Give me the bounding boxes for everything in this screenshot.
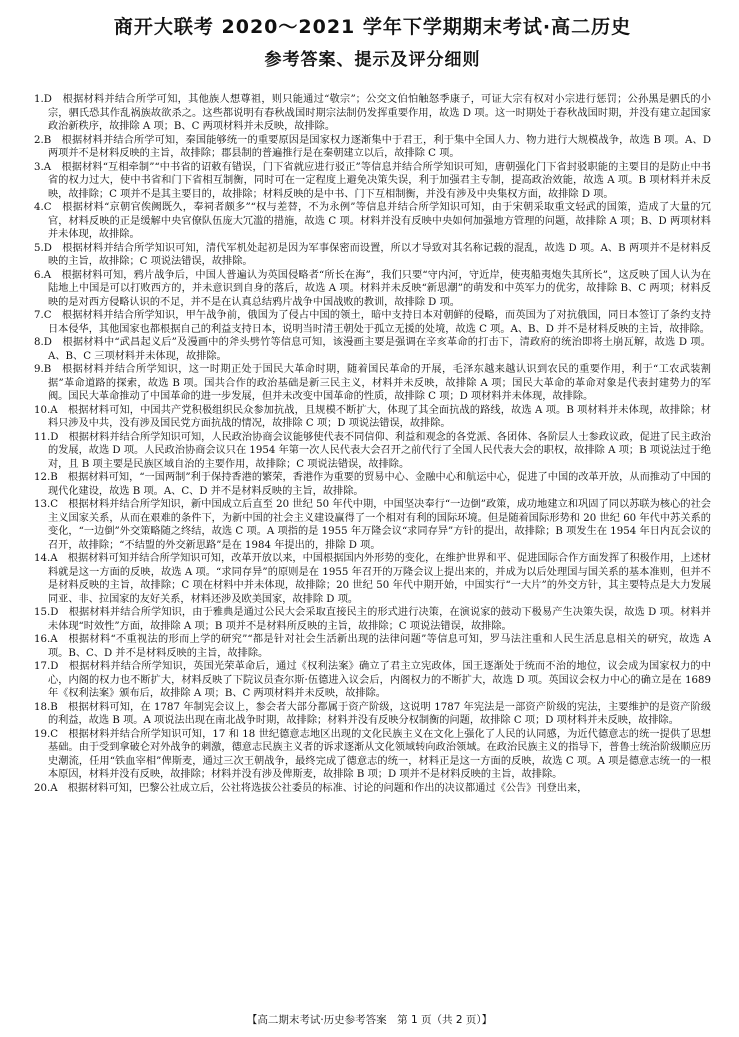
answer-item-20: 20.A 根据材料可知，巴黎公社成立后，公社将选拔公社委员的标准、讨论的问题和作出的决议都通过《公告》刊登出来， (34, 782, 588, 794)
answer-item-9: 9.B 根据材料并结合所学知识，这一时期正处于国民大革命时期，随着国民革命的开展，毛泽东越来越认识到农民的重要作用，利于“工农武装割据”革命道路的探索，故选 B 项。国共合作的政治基础是新三民主义，材料并未反映，故排除 A 项；国民大革命的革命对象是代表封建势力的军阀。国民大革命推动了中国革命的进一步发展，但并未改变中国革命的性质，故排除 C 项；D 项材料并未体现，故排除。 (34, 364, 711, 402)
page-title: 商开大联考 2020～2021 学年下学期期末考试·高二历史 (113, 16, 632, 38)
answer-item-15: 15.D 根据材料并结合所学知识，由于雅典是通过公民大会采取直接民主的形式进行决策，在演说家的鼓动下极易产生决策失误，故选 D 项。材料并未体现“时效性”方面，故排除 A 项；B 项并不是材料所反映的主旨，故排除；C 项说法错误，故排除。 (34, 607, 711, 632)
answer-item-6: 6.A 根据材料可知，鸦片战争后，中国人普遍认为英国侵略者“所长在海”，我们只要“守内河，守近岸，使夷船夷炮失其所长”，这反映了国人认为在陆地上中国是可以打败西方的，并未意识到自身的落后，故选 A 项。材料并未反映“新思潮”的萌发和中英军力的优劣，故排除 B、C 两项；材料反映的是对西方侵略认识的不足，并不是在认真总结鸦片战争中国战败的教训，故排除 D 项。 (34, 269, 711, 308)
answer-item-10: 10.A 根据材料可知，中国共产党积极组织民众参加抗战，且规模不断扩大，体现了其全面抗战的路线，故选 A 项。B 项材料并未体现，故排除；材料只涉及中共，没有涉及国民党方面抗战的情况，故排除 C 项；D 项说法错误，故排除。 (34, 404, 711, 429)
answer-item-3: 3.A 根据材料“互相牵制”“中书省的诏敕有错误，门下省就应进行驳正”等信息并结合所学知识可知，唐朝强化门下省封驳职能的主要目的是防止中书省的权力过大，使中书省和门下省相互制衡，同时可在一定程度上避免决策失误，利于加强君主专制，提高政治效能，故选 A 项。B 项材料并未反映，故排除；C 项并不是其主要目的，故排除；材料反映的是中书、门下互相制衡，并没有涉及中央集权方面，故排除 D 项。 (34, 161, 711, 200)
page-subtitle: 参考答案、提示及评分细则 (264, 50, 481, 70)
answer-item-7: 7.C 根据材料并结合所学知识，甲午战争前，俄国为了侵占中国的领土，暗中支持日本对朝鲜的侵略，而英国为了对抗俄国，同日本签订了条约支持日本侵华，其他国家也都根据自己的利益支持日本，说明当时清王朝处于孤立无援的处境，故选 C 项。A、B、D 并不是材料反映的主旨，故排除。 (34, 310, 711, 335)
answer-item-1: 1.D 根据材料并结合所学可知，其他族人想尊祖，则只能通过“敬宗”；公交文伯怕触怒季康子，可证大宗有权对小宗进行惩罚；公孙黑是驷氏的小宗，驷氏恐其作乱祸族故欲杀之。这些都说明有春秋战国时期宗法制仍发挥重要作用，故选 D 项。这一时期处于春秋战国时期，并没有建立起国家政治新秩序，故排除 A 项；B、C 两项材料并未反映，故排除。 (34, 94, 711, 132)
answer-item-12: 12.B 根据材料可知，“一国两制”利于保持香港的繁荣，香港作为重要的贸易中心、金融中心和航运中心，促进了中国的改革开放，从而推动了中国的现代化建设，故选 B 项。A、C、D 并不是材料反映的主旨，故排除。 (34, 472, 711, 497)
answer-item-13: 13.C 根据材料并结合所学知识，新中国成立后直至 20 世纪 50 年代中期，中国坚决奉行“一边倒”政策，成功地建立和巩固了同以苏联为核心的社会主义国家关系，从而在艰难的条件下，为新中国的社会主义建设赢得了一个相对有利的国际环境。但是随着国际形势和 20 世纪 60 年代中苏关系的变化，“一边倒”外交策略随之终结，故选 C 项。A 项指的是 1955 年万隆会议“求同存异”方针的提出，故排除；B 项发生在 1954 年日内瓦会议的召开，故排除；“不结盟的外交新思路”是在 1984 年提出的，排除 D 项。 (34, 499, 711, 551)
answer-item-2: 2.B 根据材料并结合所学可知，秦国能够统一的重要原因是国家权力逐渐集中于君王，利于集中全国人力、物力进行大规模战争，故选 B 项。A、D 两项并不是材料反映的主旨，故排除；郡县制的普遍推行是在秦朝建立以后，故排除 C 项。 (34, 134, 711, 159)
answer-item-14: 14.A 根据材料可知并结合所学知识可知，改革开放以来，中国根据国内外形势的变化，在维护世界和平、促进国际合作方面发挥了积极作用，上述材料就是这一方面的反映，故选 A 项。“求同存异”的原则是在 1955 年召开的万隆会议上提出来的，并成为以后处理国与国关系的基本准则，但并不是材料反映的主旨，故排除；C 项在材料中并未体现，故排除；20 世纪 50 年代中期开始，中国实行“一大片”的外交方针，其主要特点是大力发展同亚、非、拉国家的友好关系，材料还涉及欧美国家，故排除 D 项。 (34, 553, 711, 605)
answer-item-4: 4.C 根据材料“京朝官俟阙既久，奉祠者颇多”“权与差替，不为永例”等信息并结合所学知识可知，由于宋朝采取重文轻武的国策，造成了大量的冗官，材料反映的正是缓解中央官僚队伍庞大冗滥的措施，故选 C 项。材料并没有反映中央如何加强地方管理的问题，故排除 A 项；B、D 两项材料并未体现，故排除。 (34, 202, 711, 240)
answer-item-19: 19.C 根据材料并结合所学知识可知，17 和 18 世纪德意志地区出现的文化民族主义在文化上强化了人民的认同感，为近代德意志的统一提供了思想基础。由于受到拿破仑对外战争的刺激，德意志民族主义者的诉求逐渐从文化领域转向政治领域。在政治民族主义的指导下，普鲁士统治阶级顺应历史潮流，任用“铁血宰相”俾斯麦，通过三次王朝战争，最终完成了德意志的统一，材料正是这一方面的反映，故选 C 项。A 项是德意志统一的一根本原因，材料并没有反映，故排除；材料并没有涉及俾斯麦，故排除 B 项；D 项并不是材料反映的主旨，故排除。 (34, 728, 711, 780)
answer-item-8: 8.D 根据材料中“武昌起义后”及漫画中的斧头劈竹等信息可知，该漫画主要是强调在辛亥革命的打击下，清政府的统治即将土崩瓦解，故选 D 项。A、B、C 三项材料并未体现，故排除。 (34, 337, 711, 362)
answer-list (34, 93, 711, 995)
answer-item-5: 5.D 根据材料并结合所学知识可知，清代军机处起初是因为军事保密而设置，所以才导致对其名称记载的混乱，故选 D 项。A、B 两项并不是材料反映的主旨，故排除；C 项说法错误，故排除。 (34, 242, 711, 267)
answer-item-11: 11.D 根据材料并结合所学知识可知，人民政治协商会议能够使代表不同信仰、利益和观念的各党派、各团体、各阶层人士参政议政，促进了民主政治的发展，故选 D 项。人民政治协商会议只在 1954 年第一次人民代表大会召开之前代行了全国人民代表大会的职权，故排除 A 项；B 项说法过于绝对，且 B 项主要是民族区域自治的主要作用，故排除；C 项说法错误，故排除。 (34, 431, 711, 470)
answer-item-17: 17.D 根据材料并结合所学知识，英国光荣革命后，通过《权利法案》确立了君主立宪政体，国王逐渐处于统而不治的地位，议会成为国家权力的中心，内阁的权力也不断扩大，材料反映了下院议员查尔斯·伍德进入议会后，内阁权力的不断扩大，故选 D 项。英国议会权力中心的确立是在 1689 年《权利法案》颁布后，故排除 A 项；B、C 两项材料并未反映，故排除。 (34, 661, 711, 699)
answer-item-18: 18.B 根据材料可知，在 1787 年制宪会议上，参会者大部分都属于资产阶级，这说明 1787 年宪法是一部资产阶级的宪法，主要维护的是资产阶级的利益，故选 B 项。A 项说法出现在南北战争时期，故排除；材料并没有反映分权制衡的问题，故排除 C 项；D 项材料并未反映，故排除。 (34, 701, 711, 726)
page-footer: 【高二期末考试·历史参考答案 第 1 页（共 2 页）】 (246, 1014, 493, 1026)
answer-item-16: 16.A 根据材料“不重视法的形而上学的研究”“都是针对社会生活新出现的法律问题”等信息可知，罗马法注重和人民生活息息相关的研究，故选 A 项。B、C、D 并不是材料反映的主旨，故排除。 (34, 634, 711, 659)
